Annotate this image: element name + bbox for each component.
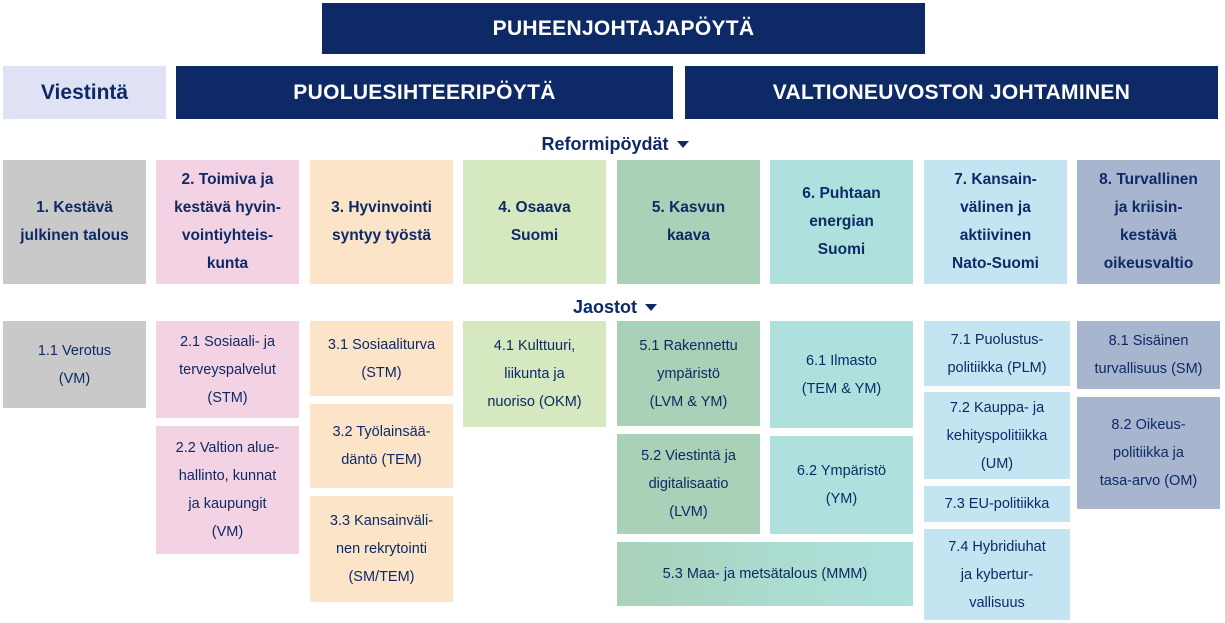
reform-box-3: 3. Hyvinvointi syntyy työstä <box>310 160 453 284</box>
reformipoydat-text: Reformipöydät <box>541 133 669 154</box>
jaosto-2-1: 2.1 Sosiaali- ja terveyspalvelut (STM) <box>156 321 299 418</box>
reform-box-4: 4. Osaava Suomi <box>463 160 606 284</box>
viestinta-box: Viestintä <box>3 66 166 119</box>
reform-box-6: 6. Puhtaan energian Suomi <box>770 160 913 284</box>
jaosto-2-2: 2.2 Valtion alue- hallinto, kunnat ja kaupungit (VM) <box>156 426 299 554</box>
jaosto-7-3: 7.3 EU-politiikka <box>924 486 1070 522</box>
jaosto-5-1: 5.1 Rakennettu ympäristö (LVM & YM) <box>617 321 760 426</box>
jaostot-label <box>540 294 690 320</box>
jaosto-5-2: 5.2 Viestintä ja digitalisaatio (LVM) <box>617 434 760 534</box>
jaosto-3-3: 3.3 Kansainväli- nen rekrytointi (SM/TEM) <box>310 496 453 602</box>
jaosto-8-2: 8.2 Oikeus- politiikka ja tasa-arvo (OM) <box>1077 397 1220 509</box>
jaosto-3-2: 3.2 Työlainsää- däntö (TEM) <box>310 404 453 488</box>
jaosto-6-2: 6.2 Ympäristö (YM) <box>770 436 913 534</box>
reform-box-5: 5. Kasvun kaava <box>617 160 760 284</box>
jaosto-6-1: 6.1 Ilmasto (TEM & YM) <box>770 321 913 428</box>
puoluesihteeripoyta-header: PUOLUESIHTEERIPÖYTÄ <box>176 66 673 119</box>
jaosto-4-1: 4.1 Kulttuuri, liikunta ja nuoriso (OKM) <box>463 321 606 427</box>
jaosto-7-2: 7.2 Kauppa- ja kehityspolitiikka (UM) <box>924 392 1070 479</box>
triangle-down-icon <box>677 141 689 148</box>
jaostot-text: Jaostot <box>572 296 637 317</box>
reform-box-2: 2. Toimiva ja kestävä hyvin- vointiyhteis- kunta <box>156 160 299 284</box>
jaosto-3-1: 3.1 Sosiaaliturva (STM) <box>310 321 453 396</box>
reform-box-8: 8. Turvallinen ja kriisin- kestävä oikeusvaltio <box>1077 160 1220 284</box>
jaosto-7-1: 7.1 Puolustus- politiikka (PLM) <box>924 321 1070 386</box>
jaosto-8-1: 8.1 Sisäinen turvallisuus (SM) <box>1077 321 1220 389</box>
puheenjohtajapoyta-header: PUHEENJOHTAJAPÖYTÄ <box>322 3 925 54</box>
reform-box-7: 7. Kansain- välinen ja aktiivinen Nato-Suomi <box>924 160 1067 284</box>
reformipoydat-label <box>500 131 730 157</box>
valtioneuvoston-johtaminen-header: VALTIONEUVOSTON JOHTAMINEN <box>685 66 1218 119</box>
jaosto-7-4: 7.4 Hybridiuhat ja kybertur- vallisuus <box>924 529 1070 620</box>
jaosto-5-3: 5.3 Maa- ja metsätalous (MMM) <box>617 542 913 606</box>
reform-box-1: 1. Kestävä julkinen talous <box>3 160 146 284</box>
jaosto-1-1: 1.1 Verotus (VM) <box>3 321 146 408</box>
triangle-down-icon <box>645 304 657 311</box>
